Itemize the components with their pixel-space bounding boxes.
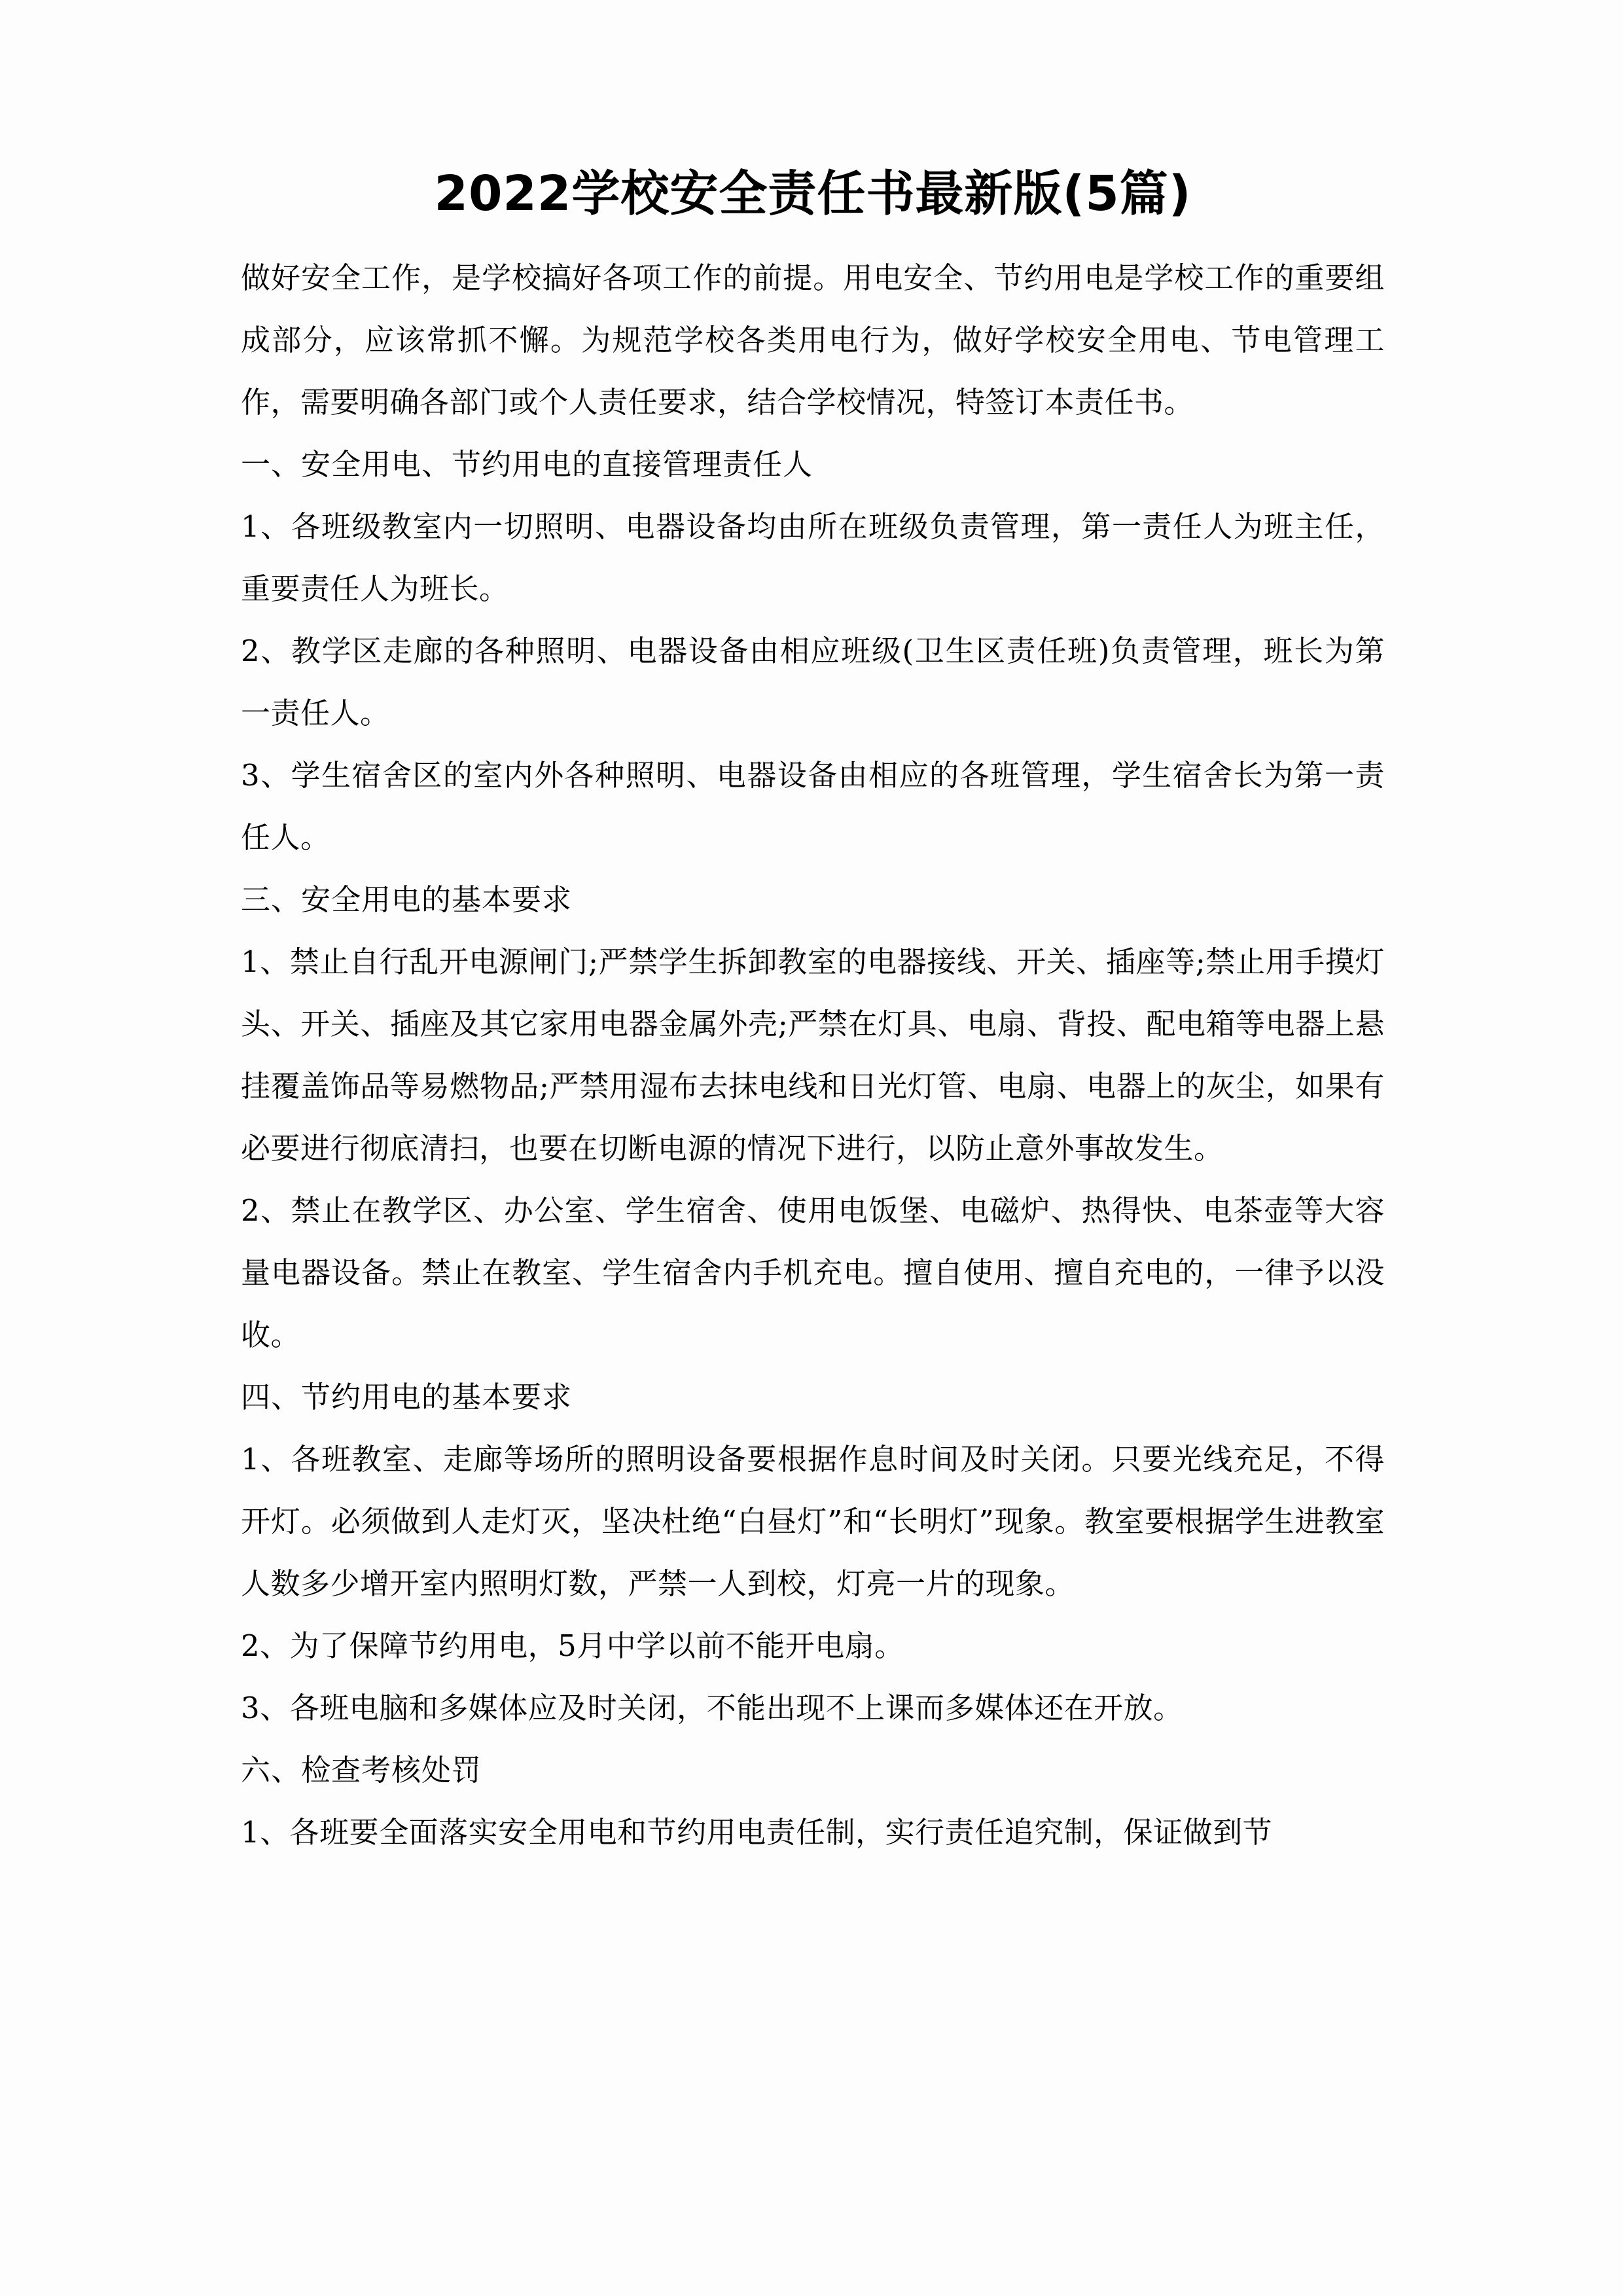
list-item-3-2: 2、为了保障节约用电，5月中学以前不能开电扇。 — [241, 1628, 904, 1663]
section-heading-1: 一、安全用电、节约用电的直接管理责任人 — [241, 446, 813, 482]
list-item-3-3: 3、各班电脑和多媒体应及时关闭，不能出现不上课而多媒体还在开放。 — [241, 1690, 1183, 1725]
list-item-1-2: 2、教学区走廊的各种照明、电器设备由相应班级(卫生区责任班)负责管理，班长为第一责任人。 — [241, 633, 1385, 730]
list-item-1-1: 1、各班级教室内一切照明、电器设备均由所在班级负责管理，第一责任人为班主任，重要责任人为班长。 — [241, 509, 1385, 606]
list-item-2-1: 1、禁止自行乱开电源闸门;严禁学生拆卸教室的电器接线、开关、插座等;禁止用手摸灯头、开关、插座及其它家用电器金属外壳;严禁在灯具、电扇、背投、配电箱等电器上悬挂覆盖饰品等易燃物品;严禁用湿布去抹电线和日光灯管、电扇、电器上的灰尘，如果有必要进行彻底清扫，也要在切断电源的情况下进行，以防止意外事故发生。 — [241, 944, 1385, 1166]
list-item-3-1: 1、各班教室、走廊等场所的照明设备要根据作息时间及时关闭。只要光线充足，不得开灯。必须做到人走灯灭，坚决杜绝“白昼灯”和“长明灯”现象。教室要根据学生进教室人数多少增开室内照明灯数，严禁一人到校，灯亮一片的现象。 — [241, 1441, 1385, 1601]
section-heading-4: 六、检查考核处罚 — [241, 1752, 482, 1787]
list-item-4-1: 1、各班要全面落实安全用电和节约用电责任制，实行责任追究制，保证做到节 — [241, 1814, 1273, 1850]
section-heading-3: 四、节约用电的基本要求 — [241, 1379, 573, 1414]
list-item-1-3: 3、学生宿舍区的室内外各种照明、电器设备由相应的各班管理，学生宿舍长为第一责任人。 — [241, 757, 1385, 855]
paragraph-intro: 做好安全工作，是学校搞好各项工作的前提。用电安全、节约用电是学校工作的重要组成部分，应该常抓不懈。为规范学校各类用电行为，做好学校安全用电、节电管理工作，需要明确各部门或个人责任要求，结合学校情况，特签订本责任书。 — [241, 260, 1385, 420]
list-item-2-2: 2、禁止在教学区、办公室、学生宿舍、使用电饭堡、电磁炉、热得快、电茶壶等大容量电器设备。禁止在教室、学生宿舍内手机充电。擅自使用、擅自充电的，一律予以没收。 — [241, 1193, 1385, 1352]
document-content — [241, 164, 1385, 1863]
page-title: 2022学校安全责任书最新版(5篇) — [434, 166, 1192, 222]
section-heading-2: 三、安全用电的基本要求 — [241, 882, 573, 917]
